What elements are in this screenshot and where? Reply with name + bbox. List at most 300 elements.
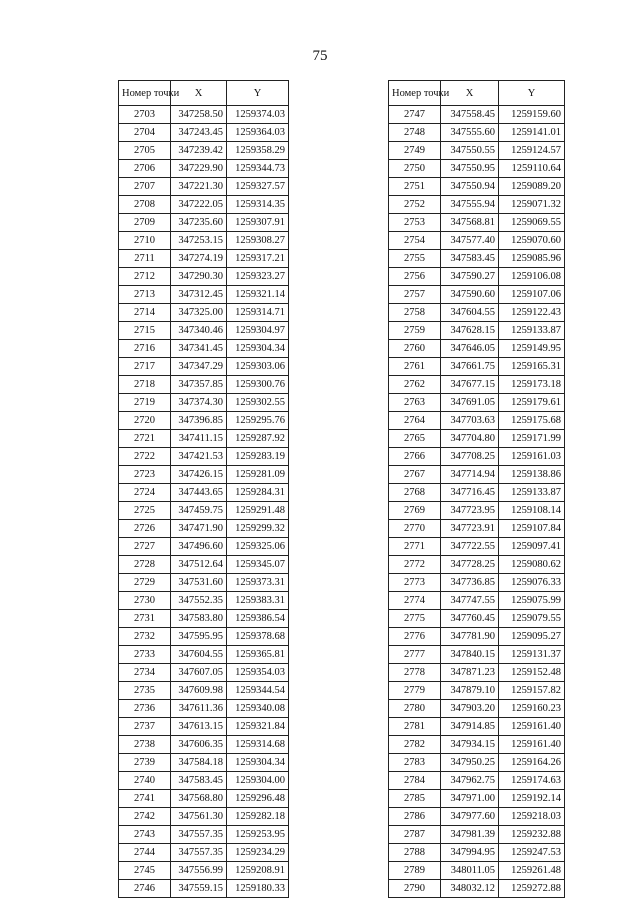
table-row	[119, 664, 289, 682]
cell-point-number: 2712	[119, 268, 171, 286]
cell-y: 1259340.08	[227, 700, 289, 718]
cell-point-number: 2752	[389, 196, 441, 214]
cell-x: 347253.15	[171, 232, 227, 250]
table-row	[119, 538, 289, 556]
cell-x: 347221.30	[171, 178, 227, 196]
table-row	[389, 736, 565, 754]
cell-point-number: 2787	[389, 826, 441, 844]
cell-x: 347552.35	[171, 592, 227, 610]
table-row	[119, 826, 289, 844]
cell-y: 1259344.54	[227, 682, 289, 700]
coordinates-table-right	[388, 80, 565, 898]
cell-x: 347840.15	[441, 646, 499, 664]
cell-x: 347235.60	[171, 214, 227, 232]
cell-point-number: 2766	[389, 448, 441, 466]
cell-x: 347704.80	[441, 430, 499, 448]
cell-y: 1259152.48	[499, 664, 565, 682]
cell-x: 347879.10	[441, 682, 499, 700]
cell-point-number: 2744	[119, 844, 171, 862]
cell-x: 347496.60	[171, 538, 227, 556]
cell-x: 347222.05	[171, 196, 227, 214]
cell-y: 1259261.48	[499, 862, 565, 880]
cell-x: 347558.45	[441, 106, 499, 124]
cell-point-number: 2708	[119, 196, 171, 214]
table-row	[119, 268, 289, 286]
cell-point-number: 2765	[389, 430, 441, 448]
cell-y: 1259164.26	[499, 754, 565, 772]
table-row	[389, 664, 565, 682]
cell-y: 1259089.20	[499, 178, 565, 196]
table-row	[119, 358, 289, 376]
cell-y: 1259085.96	[499, 250, 565, 268]
cell-x: 347584.18	[171, 754, 227, 772]
cell-y: 1259304.34	[227, 340, 289, 358]
cell-point-number: 2773	[389, 574, 441, 592]
cell-point-number: 2788	[389, 844, 441, 862]
cell-point-number: 2759	[389, 322, 441, 340]
table-row	[119, 106, 289, 124]
cell-x: 347677.15	[441, 376, 499, 394]
table-row	[389, 862, 565, 880]
page-number: 75	[312, 48, 328, 64]
cell-y: 1259282.18	[227, 808, 289, 826]
cell-point-number: 2740	[119, 772, 171, 790]
cell-y: 1259327.57	[227, 178, 289, 196]
table-row	[389, 628, 565, 646]
cell-point-number: 2775	[389, 610, 441, 628]
cell-point-number: 2754	[389, 232, 441, 250]
table-row	[119, 250, 289, 268]
table-row	[119, 646, 289, 664]
cell-y: 1259321.14	[227, 286, 289, 304]
cell-x: 347583.45	[441, 250, 499, 268]
cell-y: 1259303.06	[227, 358, 289, 376]
cell-point-number: 2720	[119, 412, 171, 430]
cell-x: 347723.95	[441, 502, 499, 520]
cell-x: 347556.99	[171, 862, 227, 880]
cell-point-number: 2749	[389, 142, 441, 160]
header-y: Y	[499, 81, 565, 106]
cell-y: 1259141.01	[499, 124, 565, 142]
cell-x: 347583.80	[171, 610, 227, 628]
table-row	[119, 124, 289, 142]
cell-point-number: 2717	[119, 358, 171, 376]
table-row	[389, 448, 565, 466]
cell-point-number: 2715	[119, 322, 171, 340]
table-row	[389, 610, 565, 628]
table-row	[389, 880, 565, 898]
table-row	[119, 610, 289, 628]
cell-x: 347604.55	[441, 304, 499, 322]
cell-x: 347604.55	[171, 646, 227, 664]
cell-x: 347443.65	[171, 484, 227, 502]
cell-y: 1259300.76	[227, 376, 289, 394]
cell-y: 1259307.91	[227, 214, 289, 232]
cell-y: 1259108.14	[499, 502, 565, 520]
header-point-number: Номер точки	[389, 81, 441, 106]
table-row	[389, 178, 565, 196]
cell-point-number: 2756	[389, 268, 441, 286]
cell-point-number: 2724	[119, 484, 171, 502]
cell-x: 347716.45	[441, 484, 499, 502]
cell-x: 347550.95	[441, 160, 499, 178]
table-row	[119, 754, 289, 772]
table-row	[389, 412, 565, 430]
cell-y: 1259234.29	[227, 844, 289, 862]
cell-y: 1259208.91	[227, 862, 289, 880]
table-row	[119, 718, 289, 736]
cell-y: 1259138.86	[499, 466, 565, 484]
cell-point-number: 2726	[119, 520, 171, 538]
cell-point-number: 2763	[389, 394, 441, 412]
cell-point-number: 2779	[389, 682, 441, 700]
cell-point-number: 2728	[119, 556, 171, 574]
cell-point-number: 2785	[389, 790, 441, 808]
cell-point-number: 2783	[389, 754, 441, 772]
cell-point-number: 2755	[389, 250, 441, 268]
cell-point-number: 2746	[119, 880, 171, 898]
cell-y: 1259107.06	[499, 286, 565, 304]
cell-x: 347229.90	[171, 160, 227, 178]
cell-y: 1259159.60	[499, 106, 565, 124]
cell-y: 1259124.57	[499, 142, 565, 160]
cell-point-number: 2776	[389, 628, 441, 646]
cell-point-number: 2732	[119, 628, 171, 646]
cell-y: 1259272.88	[499, 880, 565, 898]
cell-x: 347590.60	[441, 286, 499, 304]
table-row	[389, 754, 565, 772]
table-row	[119, 340, 289, 358]
cell-point-number: 2780	[389, 700, 441, 718]
table-row	[119, 394, 289, 412]
cell-x: 347606.35	[171, 736, 227, 754]
table-row	[119, 772, 289, 790]
table-row	[389, 286, 565, 304]
cell-y: 1259304.97	[227, 322, 289, 340]
cell-point-number: 2751	[389, 178, 441, 196]
table-row	[119, 574, 289, 592]
cell-point-number: 2706	[119, 160, 171, 178]
cell-point-number: 2729	[119, 574, 171, 592]
header-x: X	[171, 81, 227, 106]
cell-x: 347607.05	[171, 664, 227, 682]
cell-y: 1259161.40	[499, 718, 565, 736]
cell-y: 1259291.48	[227, 502, 289, 520]
cell-point-number: 2748	[389, 124, 441, 142]
cell-point-number: 2704	[119, 124, 171, 142]
cell-x: 347239.42	[171, 142, 227, 160]
cell-y: 1259378.68	[227, 628, 289, 646]
table-row	[389, 772, 565, 790]
cell-x: 347557.35	[171, 844, 227, 862]
cell-y: 1259304.00	[227, 772, 289, 790]
cell-point-number: 2789	[389, 862, 441, 880]
cell-x: 347962.75	[441, 772, 499, 790]
cell-y: 1259161.03	[499, 448, 565, 466]
table-row	[389, 592, 565, 610]
table-row	[389, 358, 565, 376]
cell-point-number: 2725	[119, 502, 171, 520]
cell-x: 347411.15	[171, 430, 227, 448]
cell-y: 1259192.14	[499, 790, 565, 808]
table-row	[119, 430, 289, 448]
cell-y: 1259106.08	[499, 268, 565, 286]
table-row	[389, 520, 565, 538]
table-row	[389, 718, 565, 736]
table-row	[389, 214, 565, 232]
table-row	[389, 808, 565, 826]
table-row	[389, 790, 565, 808]
cell-point-number: 2723	[119, 466, 171, 484]
cell-x: 347950.25	[441, 754, 499, 772]
cell-x: 347357.85	[171, 376, 227, 394]
cell-y: 1259374.03	[227, 106, 289, 124]
cell-y: 1259179.61	[499, 394, 565, 412]
cell-x: 347914.85	[441, 718, 499, 736]
table-row	[119, 880, 289, 898]
cell-x: 347340.46	[171, 322, 227, 340]
table-body-left	[119, 106, 289, 898]
cell-x: 347736.85	[441, 574, 499, 592]
cell-y: 1259075.99	[499, 592, 565, 610]
cell-x: 347550.94	[441, 178, 499, 196]
cell-y: 1259308.27	[227, 232, 289, 250]
table-row	[389, 232, 565, 250]
table-row	[119, 682, 289, 700]
cell-y: 1259295.76	[227, 412, 289, 430]
cell-y: 1259365.81	[227, 646, 289, 664]
cell-point-number: 2718	[119, 376, 171, 394]
cell-x: 347728.25	[441, 556, 499, 574]
cell-y: 1259076.33	[499, 574, 565, 592]
cell-point-number: 2710	[119, 232, 171, 250]
cell-y: 1259165.31	[499, 358, 565, 376]
cell-x: 347609.98	[171, 682, 227, 700]
cell-y: 1259364.03	[227, 124, 289, 142]
table-row	[119, 700, 289, 718]
cell-y: 1259107.84	[499, 520, 565, 538]
cell-x: 347977.60	[441, 808, 499, 826]
table-row	[389, 160, 565, 178]
cell-y: 1259283.19	[227, 448, 289, 466]
cell-point-number: 2761	[389, 358, 441, 376]
table-row	[389, 574, 565, 592]
table-row	[389, 556, 565, 574]
cell-point-number: 2709	[119, 214, 171, 232]
cell-x: 347555.94	[441, 196, 499, 214]
cell-y: 1259323.27	[227, 268, 289, 286]
cell-point-number: 2733	[119, 646, 171, 664]
cell-y: 1259354.03	[227, 664, 289, 682]
table-row	[389, 484, 565, 502]
cell-point-number: 2705	[119, 142, 171, 160]
table-row	[119, 484, 289, 502]
table-row	[119, 322, 289, 340]
cell-x: 347347.29	[171, 358, 227, 376]
cell-point-number: 2762	[389, 376, 441, 394]
table-row	[119, 376, 289, 394]
cell-y: 1259133.87	[499, 322, 565, 340]
cell-point-number: 2734	[119, 664, 171, 682]
coordinates-table-left	[118, 80, 289, 898]
cell-y: 1259149.95	[499, 340, 565, 358]
cell-y: 1259232.88	[499, 826, 565, 844]
table-row	[389, 646, 565, 664]
cell-point-number: 2735	[119, 682, 171, 700]
cell-x: 347747.55	[441, 592, 499, 610]
cell-point-number: 2716	[119, 340, 171, 358]
cell-x: 347994.95	[441, 844, 499, 862]
cell-x: 347934.15	[441, 736, 499, 754]
table-header-row	[119, 81, 289, 106]
table-row	[119, 844, 289, 862]
cell-x: 347590.27	[441, 268, 499, 286]
cell-x: 347903.20	[441, 700, 499, 718]
cell-point-number: 2738	[119, 736, 171, 754]
table-row	[389, 502, 565, 520]
cell-x: 347611.36	[171, 700, 227, 718]
cell-y: 1259253.95	[227, 826, 289, 844]
cell-x: 347760.45	[441, 610, 499, 628]
table-row	[389, 844, 565, 862]
cell-x: 347459.75	[171, 502, 227, 520]
table-row	[119, 286, 289, 304]
table-header-row	[389, 81, 565, 106]
cell-x: 347512.64	[171, 556, 227, 574]
cell-point-number: 2768	[389, 484, 441, 502]
table-row	[119, 502, 289, 520]
table-row	[389, 268, 565, 286]
table-row	[389, 142, 565, 160]
cell-x: 347341.45	[171, 340, 227, 358]
cell-y: 1259299.32	[227, 520, 289, 538]
cell-point-number: 2764	[389, 412, 441, 430]
table-row	[119, 736, 289, 754]
cell-x: 347243.45	[171, 124, 227, 142]
cell-point-number: 2707	[119, 178, 171, 196]
cell-point-number: 2753	[389, 214, 441, 232]
table-row	[389, 394, 565, 412]
cell-point-number: 2790	[389, 880, 441, 898]
cell-x: 347274.19	[171, 250, 227, 268]
cell-x: 348032.12	[441, 880, 499, 898]
table-row	[389, 196, 565, 214]
cell-y: 1259069.55	[499, 214, 565, 232]
cell-point-number: 2739	[119, 754, 171, 772]
table-row	[389, 682, 565, 700]
cell-x: 347290.30	[171, 268, 227, 286]
table-row	[389, 250, 565, 268]
cell-x: 347577.40	[441, 232, 499, 250]
table-row	[389, 322, 565, 340]
cell-y: 1259218.03	[499, 808, 565, 826]
cell-y: 1259161.40	[499, 736, 565, 754]
cell-x: 347661.75	[441, 358, 499, 376]
cell-point-number: 2703	[119, 106, 171, 124]
cell-x: 347971.00	[441, 790, 499, 808]
cell-y: 1259314.71	[227, 304, 289, 322]
table-row	[119, 160, 289, 178]
cell-y: 1259373.31	[227, 574, 289, 592]
cell-y: 1259110.64	[499, 160, 565, 178]
cell-point-number: 2721	[119, 430, 171, 448]
cell-point-number: 2711	[119, 250, 171, 268]
cell-point-number: 2770	[389, 520, 441, 538]
cell-y: 1259070.60	[499, 232, 565, 250]
cell-y: 1259080.62	[499, 556, 565, 574]
cell-x: 347646.05	[441, 340, 499, 358]
cell-x: 347561.30	[171, 808, 227, 826]
cell-point-number: 2713	[119, 286, 171, 304]
cell-point-number: 2757	[389, 286, 441, 304]
cell-y: 1259131.37	[499, 646, 565, 664]
cell-y: 1259302.55	[227, 394, 289, 412]
cell-y: 1259160.23	[499, 700, 565, 718]
table-row	[389, 304, 565, 322]
cell-x: 347559.15	[171, 880, 227, 898]
table-row	[119, 412, 289, 430]
cell-point-number: 2741	[119, 790, 171, 808]
cell-y: 1259281.09	[227, 466, 289, 484]
cell-y: 1259317.21	[227, 250, 289, 268]
cell-y: 1259314.35	[227, 196, 289, 214]
table-row	[119, 214, 289, 232]
cell-y: 1259386.54	[227, 610, 289, 628]
table-row	[389, 430, 565, 448]
table-row	[119, 808, 289, 826]
cell-y: 1259304.34	[227, 754, 289, 772]
table-row	[389, 700, 565, 718]
cell-y: 1259097.41	[499, 538, 565, 556]
cell-point-number: 2769	[389, 502, 441, 520]
cell-y: 1259079.55	[499, 610, 565, 628]
cell-point-number: 2781	[389, 718, 441, 736]
cell-x: 347312.45	[171, 286, 227, 304]
cell-x: 347723.91	[441, 520, 499, 538]
cell-point-number: 2786	[389, 808, 441, 826]
cell-x: 347703.63	[441, 412, 499, 430]
cell-y: 1259071.32	[499, 196, 565, 214]
cell-x: 347595.95	[171, 628, 227, 646]
cell-x: 347426.15	[171, 466, 227, 484]
cell-y: 1259095.27	[499, 628, 565, 646]
cell-point-number: 2747	[389, 106, 441, 124]
cell-point-number: 2767	[389, 466, 441, 484]
cell-y: 1259287.92	[227, 430, 289, 448]
cell-x: 347981.39	[441, 826, 499, 844]
table-row	[119, 232, 289, 250]
cell-x: 347871.23	[441, 664, 499, 682]
table-row	[119, 304, 289, 322]
cell-point-number: 2719	[119, 394, 171, 412]
cell-x: 347628.15	[441, 322, 499, 340]
cell-y: 1259247.53	[499, 844, 565, 862]
cell-point-number: 2784	[389, 772, 441, 790]
cell-point-number: 2730	[119, 592, 171, 610]
cell-point-number: 2777	[389, 646, 441, 664]
table-row	[389, 538, 565, 556]
cell-y: 1259171.99	[499, 430, 565, 448]
cell-point-number: 2742	[119, 808, 171, 826]
cell-y: 1259133.87	[499, 484, 565, 502]
cell-x: 347568.80	[171, 790, 227, 808]
cell-point-number: 2743	[119, 826, 171, 844]
cell-point-number: 2731	[119, 610, 171, 628]
cell-point-number: 2771	[389, 538, 441, 556]
cell-y: 1259175.68	[499, 412, 565, 430]
table-row	[389, 124, 565, 142]
cell-x: 347374.30	[171, 394, 227, 412]
